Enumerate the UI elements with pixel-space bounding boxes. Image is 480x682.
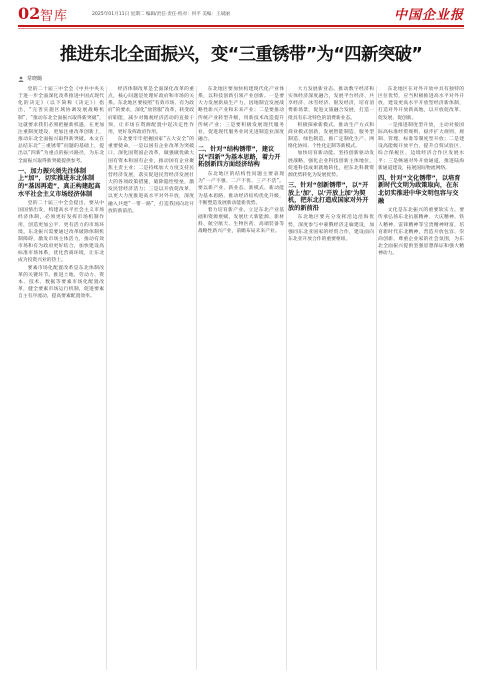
paragraph: 一是推进制度型开放，主动对接国际高标准经贸规则，稳步扩大规则、规制、管理、标准等制度型开放；二是建设高能级开放平台，提升自贸试验区、综合保税区、边境经济合作区发展水平；三是畅通对外开放通道，推进陆海新通道建设，拓展国际物流网络。 <box>378 122 464 171</box>
paragraph: 党的二十届三中全会提出，要从中国国情出发，构建高水平社会主义市场经济体制，必须更好发挥市场机制作用，创造更加公平、更有活力的市场环境。东北振兴需要通过改革破除体制机制障碍，激发市场主体活力，推动有效市场和有为政府更好结合，加快建设高标准市场体系，优化营商环境，让东北成为投资兴业的热土。 <box>18 201 104 264</box>
article-column-2 <box>108 86 194 215</box>
paragraph: 东北地区要充分发挥沿边沿海优势，深度参与中蒙俄经济走廊建设，加强同东北亚国家的经贸合作，建设面向东北亚开放合作的重要枢纽。 <box>288 215 374 242</box>
column-divider <box>106 86 107 670</box>
column-divider <box>286 86 287 670</box>
column-divider <box>376 86 377 670</box>
header-rule <box>18 25 464 27</box>
article-column-4 <box>288 86 374 243</box>
article-headline: 推进东北全面振兴，变“三重锈带”为“四新突破” <box>59 45 423 65</box>
paragraph: 经济体制改革是全面深化改革的重点，核心问题是处理好政府和市场的关系。东北地区要按照“有效市场、有为政府”的要求，深化“放管服”改革，转变政府职能，减少对微观经济活动的直接干预，让市场在资源配置中起决定性作用，更好发挥政府作用。 <box>108 87 194 135</box>
paragraph: 东北地区要加快构建现代化产业体系，以科技创新引领产业创新。一是要大力发展新质生产力，因地制宜发展战略性新兴产业和未来产业；二是要推动传统产业转型升级，用新技术改造提升传统产业；三是要积极发展现代服务业，促进现代服务业同先进制造业深度融合。 <box>198 87 284 143</box>
newspaper-logo: 中国企业报 <box>393 8 464 23</box>
paragraph: 党的二十届三中全会《中共中央关于进一步全面深化改革推进中国式现代化的决定》（以下简称《决定》）指出，“完善实施区域协调发展战略机制”，“推动东北全面振兴取得新突破”，这就要求我们必须把握新机遇，在更加注重制度建设、更加注重改革创新上，推动东北全面振兴取得新突破。本文在总结东北“三重锈带”问题的基础上，提出以“四新”为重点的振兴路径，为东北全面振兴取得新突破提供参考。 <box>18 87 104 164</box>
paragraph: 文化是东北振兴的重要软实力。要传承弘扬东北抗联精神、大庆精神、铁人精神、雷锋精神等宝贵精神财富，培育新时代东北精神，营造开放包容、崇尚创新、尊重企业家的社会氛围，为东北全面振兴提供坚强思想保证和强大精神动力。 <box>378 208 464 257</box>
paragraph: 积极探索新模式。推动生产方式和商业模式创新，发展智能制造、服务型制造、绿色制造，推广定制化生产、网络化协同、个性化定制等新模式。 <box>288 122 374 150</box>
section-heading: 二、针对“结构锈带”，建议以“四新”为基本思路，着力开拓创新四方面经济结构 <box>198 146 281 169</box>
paragraph: 加快培育新动能。坚持创新驱动发展战略，强化企业科技创新主体地位，促进科技成果就地转化，把东北科教资源优势转化为发展优势。 <box>288 151 374 178</box>
section-heading: 四、针对“文化锈带”，以培育新时代文明为政策取向，在东北切实推进中华文明包容与交融 <box>378 174 461 205</box>
column-divider <box>196 86 197 670</box>
section-heading: 一、加力振兴须先注体制上“加”，切实推进东北体制的“基因再造”，真正构建起高水平社会主义市场经济体制 <box>18 167 101 198</box>
article-column-3 <box>198 86 284 235</box>
paragraph: 要素市场化配置改革是东北体制改革的关键环节。推进土地、劳动力、资本、技术、数据等要素市场化配置改革，健全要素市场运行机制，促进要素自主有序流动，提高要素配置效率。 <box>18 265 104 300</box>
author-name: 常晓璐 <box>27 76 43 82</box>
byline <box>18 75 42 82</box>
paragraph: 东北地区的结构性问题主要表现为“一产不强、二产不优、三产不活”。要以新产业、新业态、新模式、新动能为基本思路，推动经济结构优化升级，不断塑造发展新动能新优势。 <box>198 172 284 206</box>
paragraph: 着力培育新产业。立足东北产业基础和资源禀赋，发展壮大新能源、新材料、航空航天、生物医药、高端装备等战略性新兴产业，前瞻布局未来产业。 <box>198 207 284 235</box>
paragraph: 东北要牢牢把握国家“五大安全”的重要使命，一是以国有企业改革为突破口，深化国资国企改革，做强做优做大国有资本和国有企业，推动国有企业聚焦主责主业；二是持续加大力度支持民营经济发展，落实促进民营经济发展壮大的各项政策措施，破除隐性壁垒，激发民营经济活力；三是以开放促改革，以更大力度推进高水平对外开放，深度融入共建“一带一路”，打造我国向北开放的新前沿。 <box>108 137 194 214</box>
paragraph: 东北地区在对外开放中具有独特的区位优势，应当积极推进高水平对外开放，建设更高水平开放型经济新体制，打造对外开放新高地，以开放促改革、促发展、促创新。 <box>378 87 464 121</box>
paragraph: 大力发展新业态。推动数字经济和实体经济深度融合，发展平台经济、共享经济、冰雪经济、银发经济，培育消费新场景，促进文旅融合发展，打造一批具有东北特色的消费新业态。 <box>288 87 374 121</box>
article-column-1 <box>18 86 104 300</box>
section-heading: 三、针对“创新锈带”，以“开放上‘加’，以‘开放上加’为契机，把东北打造成国家对外开放的新前沿 <box>288 182 369 212</box>
section-name: 智库 <box>40 9 69 24</box>
author-icon <box>18 76 24 82</box>
article-column-5 <box>378 86 464 257</box>
issue-info: 2025年01月11日 星期二 编辑/责任·责任·校对：何平 美编：王斌丽 <box>92 12 230 17</box>
header-rule-thin <box>18 28 464 29</box>
page-number: 02 <box>18 4 41 23</box>
